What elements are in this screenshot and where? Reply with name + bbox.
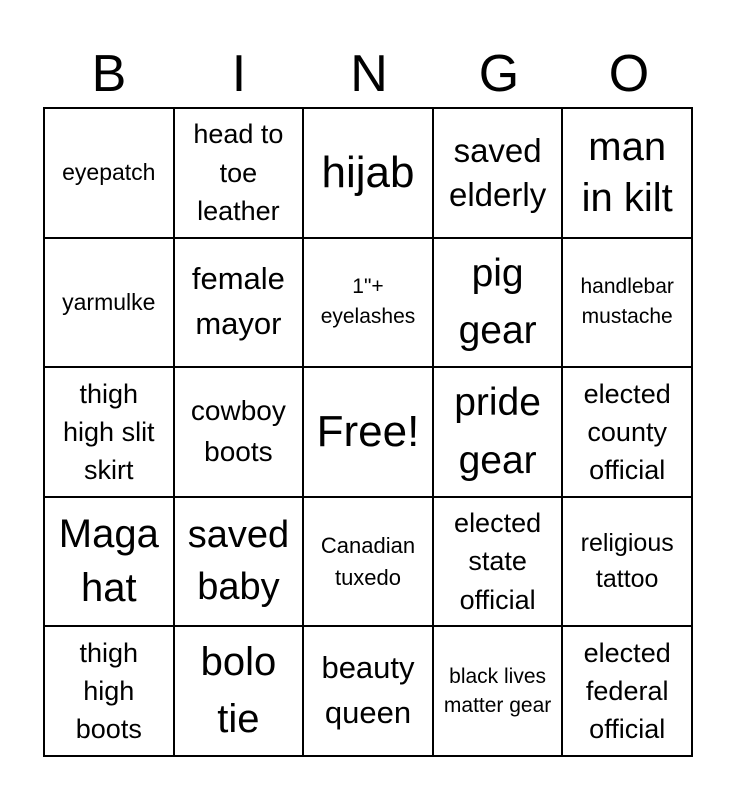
cell-label: cowboy boots <box>190 395 286 467</box>
bingo-cell[interactable] <box>304 239 434 369</box>
bingo-cell[interactable] <box>45 627 175 757</box>
cell-label: thigh high boots <box>75 637 142 745</box>
header-letter-o: O <box>608 45 650 103</box>
cell-label: Canadian tuxedo <box>320 532 416 590</box>
cell-label: hijab <box>321 148 415 198</box>
bingo-cell[interactable] <box>45 109 175 239</box>
cell-label: man in kilt <box>581 124 673 220</box>
bingo-cell[interactable] <box>434 368 564 498</box>
cell-label: eyepatch <box>62 159 156 186</box>
bingo-cell[interactable] <box>434 498 564 628</box>
bingo-cell[interactable] <box>434 627 564 757</box>
cell-label: Maga hat <box>58 512 159 610</box>
bingo-cell[interactable] <box>563 498 693 628</box>
header-letter-n: N <box>350 45 388 103</box>
cell-label: female mayor <box>191 261 285 342</box>
cell-label: 1"+ eyelashes <box>320 274 416 329</box>
bingo-cell[interactable] <box>304 368 434 498</box>
cell-label: elected federal official <box>583 637 671 745</box>
bingo-cell[interactable] <box>175 368 305 498</box>
cell-label: elected county official <box>583 378 671 486</box>
cell-label: yarmulke <box>62 288 156 315</box>
header-letter-g: G <box>478 45 520 103</box>
header-letter-b: B <box>91 45 127 103</box>
bingo-cell[interactable] <box>563 239 693 369</box>
bingo-cell[interactable] <box>45 239 175 369</box>
bingo-cell[interactable] <box>175 109 305 239</box>
cell-label: religious tattoo <box>580 529 674 593</box>
bingo-cell[interactable] <box>434 109 564 239</box>
bingo-cell[interactable] <box>563 368 693 498</box>
bingo-cell[interactable] <box>563 627 693 757</box>
bingo-cell[interactable] <box>45 498 175 628</box>
bingo-cell[interactable] <box>175 627 305 757</box>
cell-label: pig gear <box>458 251 537 353</box>
header-letter-i: I <box>231 45 247 103</box>
cell-label: saved baby <box>187 513 290 608</box>
bingo-board <box>43 107 693 757</box>
bingo-header <box>44 40 694 108</box>
bingo-cell[interactable] <box>304 627 434 757</box>
cell-label: saved elderly <box>448 131 547 213</box>
cell-label: elected state official <box>454 508 542 615</box>
cell-label: handlebar mustache <box>580 274 674 329</box>
bingo-cell[interactable] <box>304 498 434 628</box>
bingo-cell[interactable] <box>175 498 305 628</box>
cell-label: pride gear <box>454 381 541 482</box>
bingo-cell[interactable] <box>434 239 564 369</box>
cell-label: bolo tie <box>200 640 277 742</box>
bingo-cell[interactable] <box>563 109 693 239</box>
cell-label: black lives matter gear <box>443 664 552 718</box>
bingo-cell[interactable] <box>45 368 175 498</box>
cell-label: head to toe leather <box>193 119 284 226</box>
bingo-cell[interactable] <box>175 239 305 369</box>
bingo-cell[interactable] <box>304 109 434 239</box>
cell-label: beauty queen <box>321 650 415 731</box>
cell-label: thigh high slit skirt <box>63 378 155 486</box>
cell-label: Free! <box>316 407 420 457</box>
